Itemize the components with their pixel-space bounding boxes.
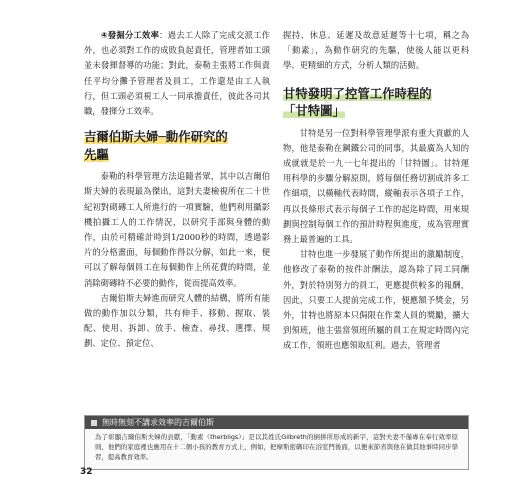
right-column — [283, 28, 469, 354]
gilbreth-section-heading — [84, 128, 270, 163]
page-number: 32 — [80, 467, 93, 477]
intro-paragraph — [84, 28, 270, 119]
gantt-heading-line2: 「甘特圖」 — [283, 103, 345, 119]
square-bullet-icon — [91, 420, 97, 426]
gilbreth-heading-line1: 吉爾伯斯夫婦─動作研究的 — [84, 129, 228, 145]
gilbreth-heading-line2: 先驅 — [84, 146, 109, 162]
gantt-paragraph-2: 甘特也進一步發展了動作所提出的激勵制度，他修改了泰勒的按件計酬法，認為除了同工同酬外，對於特別努力的員工，更應提供較多的報酬，因此，只要工人提前完成工作，便應額予獎金，另外，甘特也將原本只侷限在作業人員的獎勵，擴大到領班，他主張當領班所屬的員工在規定時間內完成工作，領班也應領取紅利。過去，管理者 — [283, 249, 469, 351]
intro-marker: ④ — [100, 30, 108, 40]
gantt-paragraph-1: 甘特是另一位對科學管理學派有重大貢獻的人物，他是泰勒在鋼鐵公司的同事，其最廣為人知的成就就是於一九一七年提出的「甘特圖」。甘特運用科學的步驟分解原則，將每個任務切割成許多工作細項，以橫軸代表時間，縱軸表示各項子工作，再以長條形式表示每個子工作的起迄時間，用來規劃與控制每個工作的預計時程與進度，成為管理實務上最普遍的工具。 — [283, 127, 469, 245]
intro-heading: 發掘分工效率 — [107, 30, 160, 40]
therbligs-continued-paragraph: 握持、休息、延遲及故意延遲等十七項，稱之為「動素」，為動作研究的先驅，使後人能以更科學、更精細的方式，分析人類的活動。 — [283, 30, 469, 71]
gantt-heading-line1: 甘特發明了控管工作時程的 — [283, 85, 432, 101]
intro-text: ：過去工人除了完成交派工作外，也必須對工作的成敗負起責任，管理者如工頭並未發揮督導的功能；對此，泰勒主張將工作與責任平均分攤予管理者及員工，工作還是由工人執行，但工頭必須視工人一同承擔責任，彼此各司其職，發揮分工效率。 — [84, 30, 270, 117]
left-column — [84, 28, 270, 352]
gilbreth-paragraph-2: 吉爾伯斯夫婦進而研究人體的結構，將所有能做的動作加以分類，共有伸手、移動、握取、裝配、使用、拆卸、放手、檢查、尋找、選擇、規劃、定位、預定位、 — [84, 292, 270, 349]
gantt-section-heading — [283, 85, 469, 120]
note-title: 無時無刻不講求效率的吉爾伯斯 — [102, 418, 214, 427]
gilbreth-paragraph-1: 泰勒的科學管理方法追隨者眾，其中以吉爾伯斯夫婦的表現最為傑出，這對夫妻檢視所在二十世紀初對砌磚工人所進行的一項實驗，他們利用攝影機拍攝工人的工作情況，以研究手部與身體的動作，由於可精確計時到1/2000秒的時間，透過影片的分格畫面，每個動作得以分解，如此一來，便可以了解每個員工在每個動作上所花費的時間，並消除砌磚時不必要的動作，從而提高效率。 — [84, 171, 270, 288]
sidebar-note — [84, 415, 469, 470]
note-body: 為了彰顯吉爾伯斯夫婦的貢獻，「動素（therbligs）」是以其姓氏Gilbreth的倒拼所形成的新字，這對夫妻不僅專在奉行效率原則，他們的家庭裡也應用在十二個小孩的教育方式上，例如，把摩斯密碼印在浴室門後面，以便來節省與他在做其他事時同步學習，提高教育效率。 — [95, 433, 458, 462]
note-title-bar — [85, 416, 468, 429]
